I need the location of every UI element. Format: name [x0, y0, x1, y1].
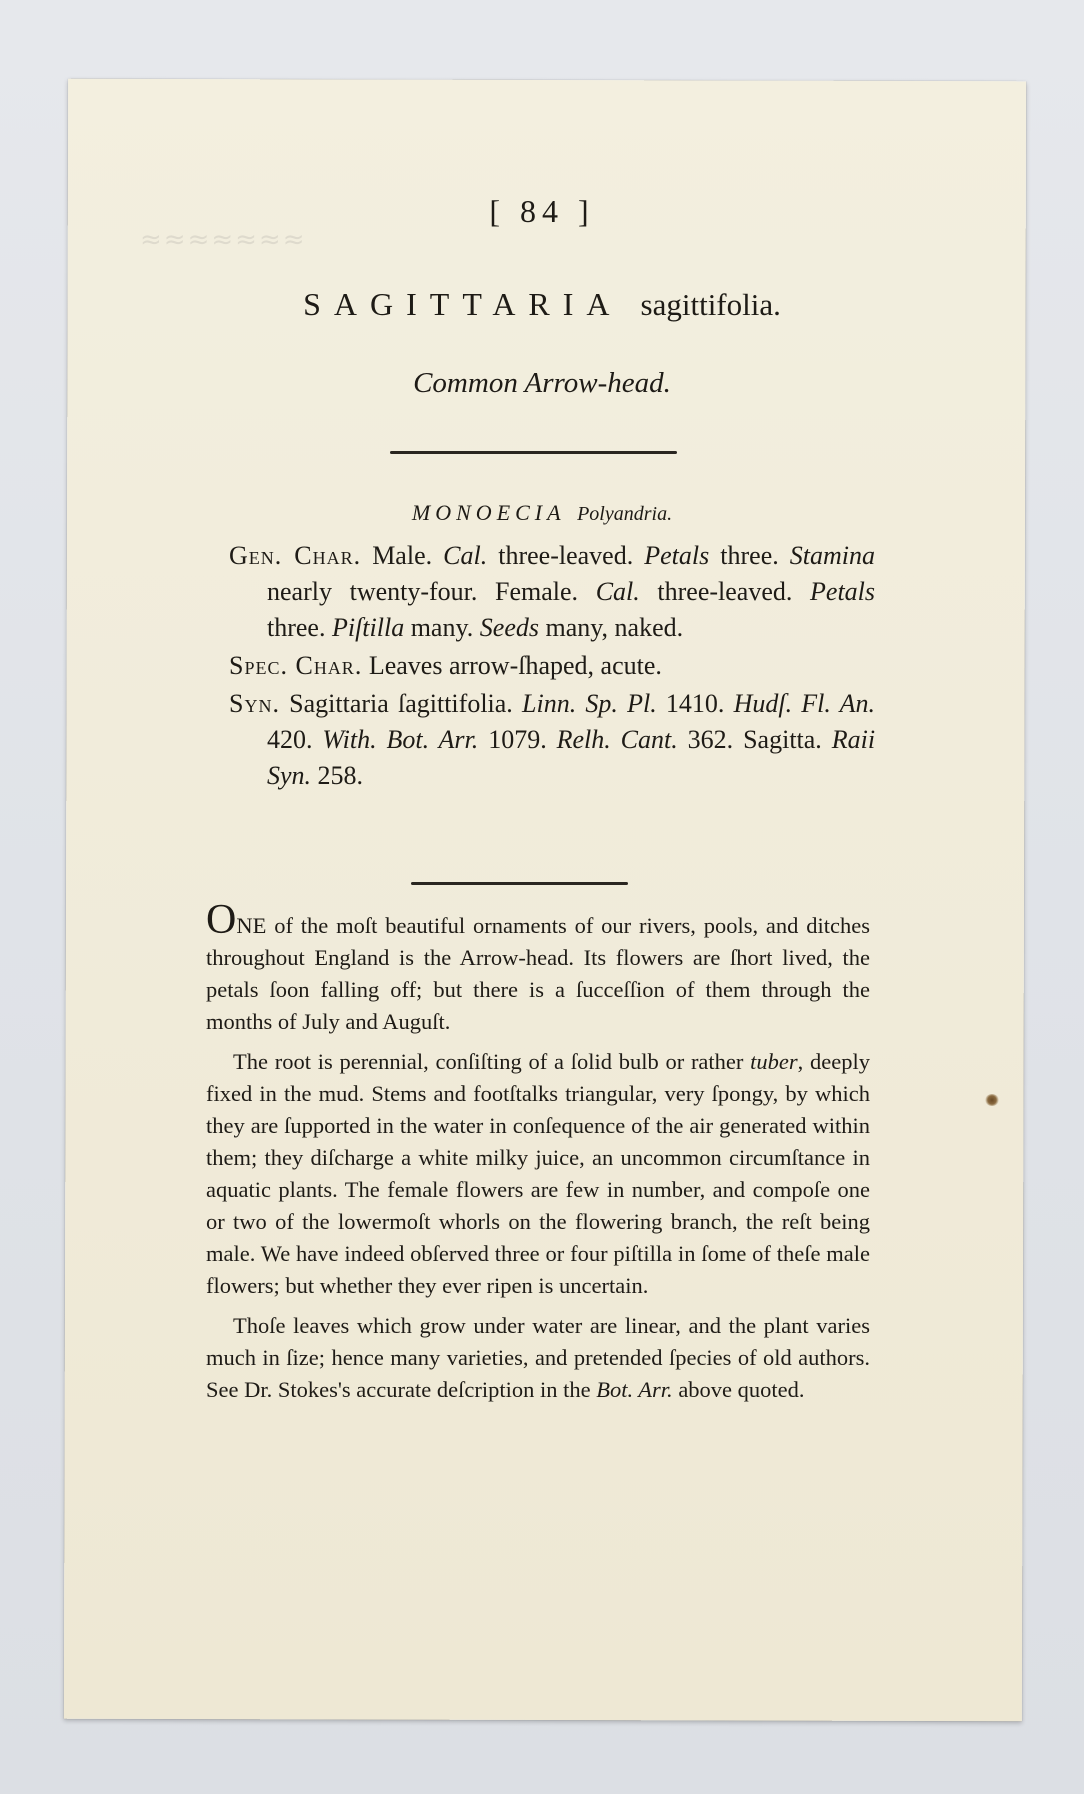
paragraph: The root is perennial, conſiſting of a ſolid bulb or rather tuber, deeply fixed in the mud. Stems and footſtalks triangular, very ſpongy, by which they are ſupported in the water in conſequence of the air generated within them; they diſcharge a white milky juice, an uncommon circumſtance in aquatic plants. The female flowers are few in number, and compoſe one or two of the lowermoſt whorls on the flowering branch, the reſt being male. We have indeed obſerved three or four piſtilla in ſome of theſe male flowers; but whether they ever ripen is uncertain. — [206, 1049, 870, 1298]
spec-text: Leaves arrow-ſhaped, acute. — [368, 651, 662, 680]
class-name: MONOECIA — [411, 500, 566, 525]
syn-label: Syn. — [229, 689, 280, 718]
divider-rule — [411, 882, 628, 885]
paragraph: Thoſe leaves which grow under water are linear, and the plant varies much in ſize; hence many varieties, and pretended ſpecies of old authors. See Dr. Stokes's accurate deſcription in the Bot. Arr. above quoted. — [206, 1313, 870, 1402]
generic-character: Gen. Char. Male. Cal. three-leaved. Petals three. Stamina nearly twenty-four. Female. Cal. three-leaved. Petals three. Piſtilla many. Seeds many, naked. — [229, 541, 876, 642]
common-name: Common Arrow-head. — [413, 367, 671, 399]
gen-label: Gen. Char. — [229, 541, 362, 570]
title-species: sagittifolia. — [640, 287, 781, 322]
synonymy: Syn. Sagittaria ſagittifolia. Linn. Sp. Pl. 1410. Hudſ. Fl. An. 420. With. Bot. Arr. 1079. Relh. Cant. 362. Sagitta. Raii Syn. 258. — [229, 689, 876, 790]
order-name: Polyandria. — [577, 503, 673, 525]
classification — [0, 500, 1084, 526]
page-number: [ 84 ] — [489, 193, 595, 229]
body-text — [206, 897, 870, 1414]
specific-character — [205, 648, 875, 684]
foxing-spot — [985, 1094, 999, 1106]
pencil-mark: ≈≈≈≈≈≈≈ — [140, 225, 307, 255]
paragraph: ONE of the moſt beautiful ornaments of our rivers, pools, and ditches throughout England is the Arrow-head. Its flowers are ſhort lived, the petals ſoon falling off; but there is a ſucceſſion of them through the months of July and Auguſt. — [206, 897, 870, 1034]
page-title — [0, 286, 1084, 323]
title-genus: SAGITTARIA — [303, 286, 623, 322]
spec-label: Spec. Char. — [229, 651, 363, 680]
drop-cap: O — [206, 897, 237, 943]
divider-rule — [390, 451, 677, 454]
botanical-characters — [205, 538, 875, 796]
